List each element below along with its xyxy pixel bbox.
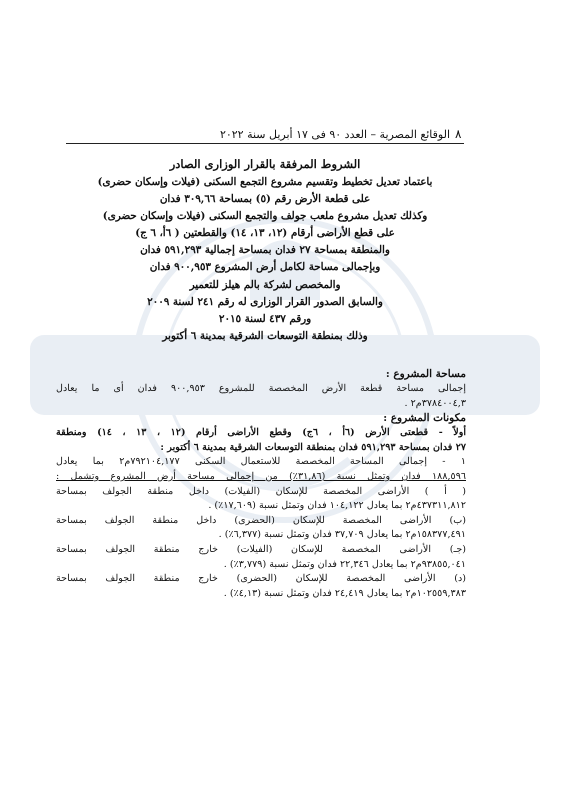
- section-heading-project-area: مساحة المشروع :: [385, 368, 466, 380]
- decree-title-line: والمخصص لشركة بالم هيلز للتعمير: [189, 278, 341, 291]
- decree-title-line: وكذلك تعديل مشروع ملعب جولف والتجمع السكنى (فيلات وإسكان حضرى): [102, 210, 428, 223]
- list-item-line: (ب) الأراضى المخصصة للإسكان (الحضرى) داخل منطقة الجولف بمساحة: [56, 514, 466, 526]
- paragraph-line-bold: ٢٧ فدان بمساحة ٥٩١,٢٩٣ فدان بمنطقة التوسعات الشرقية بمدينة ٦ أكتوبر :: [160, 441, 466, 453]
- paragraph-line: ٣٧٨٤٠٠٤,٣م٢ .: [404, 397, 466, 409]
- list-item-line: ٤٣٧٣١١,٨١٢م٢ بما يعادل ١٠٤,١٢٢ فدان وتمثل نسبة (١٧,٦٠٩٪) .: [208, 500, 466, 512]
- decree-title-line: ورقم ٤٣٧ لسنة ٢٠١٥: [218, 312, 312, 325]
- list-item-line: (جـ) الأراضى المخصصة للإسكان (الفيلات) خارج منطقة الجولف بمساحة: [56, 543, 466, 555]
- paragraph-line-underlined: ١٨٨,٥٩٦ فدان وتمثل نسبة (٣١,٨٦٪) من إجمالى مساحة أرض المشروع وتشمل :: [56, 470, 466, 482]
- decree-title-block: [60, 154, 470, 345]
- list-item-line: ١٠٢٥٥٩,٣٨٣م٢ بما يعادل ٢٤,٤١٩ فدان وتمثل نسبة (٤,١٣٪) .: [223, 587, 466, 599]
- decree-title-line: وذلك بمنطقة التوسعات الشرقية بمدينة ٦ أكتوبر: [162, 329, 368, 342]
- paragraph-line-bold: أولاً - قطعتى الأرض (٦أ ، ٦ج) وقطع الأراضى أرقام (١٢ ، ١٣ ، ١٤) ومنطقة: [56, 427, 466, 439]
- decree-title-line: على قطع الأراضى أرقام (١٢، ١٣، ١٤) والقطعتين ( ٦أ، ٦ ج): [135, 227, 395, 240]
- paragraph-line: إجمالى مساحة قطعة الأرض المخصصة للمشروع ٩٠٠,٩٥٣ فدان أى ما يعادل: [56, 383, 466, 394]
- decree-title: الشروط المرفقة بالقرار الوزارى الصادر: [169, 157, 361, 171]
- list-item-line: ٩٣٨٥٥,٠٤١م٢ بما يعادل ٢٢,٣٤٦ فدان وتمثل نسبة (٣,٧٧٩٪) .: [223, 558, 466, 570]
- list-item-line: ( أ ) الأراضى المخصصة للإسكان (الفيلات) داخل منطقة الجولف بمساحة: [56, 485, 466, 497]
- document-body: [56, 367, 466, 601]
- list-item-line: ١٥٨٣٧٧,٤٩١م٢ بما يعادل ٣٧,٧٠٩ فدان وتمثل نسبة (٦,٣٧٧٪) .: [218, 529, 466, 541]
- section-heading-project-components: مكونات المشروع :: [383, 412, 466, 425]
- decree-title-line: والسابق الصدور القرار الوزارى له رقم ٢٤١ لسنة ٢٠٠٩: [147, 295, 383, 308]
- page-number: ٨: [455, 127, 462, 141]
- decree-title-line: وبإجمالى مساحة لكامل أرض المشروع ٩٠٠,٩٥٣ فدان: [149, 261, 381, 274]
- decree-title-line: والمنطقة بمساحة ٢٧ فدان بمساحة إجمالية ٥٩١,٢٩٣ فدان: [140, 244, 390, 257]
- paragraph-line: ١ - إجمالى المساحة المخصصة للاستعمال السكنى ٧٩٢١٠٤,١٧٧م٢ بما يعادل: [56, 456, 466, 468]
- decree-title-line: باعتماد تعديل تخطيط وتقسيم مشروع التجمع السكنى (فيلات وإسكان حضرى): [97, 176, 433, 188]
- header-divider: [66, 143, 464, 144]
- decree-title-line: على قطعة الأرض رقم (٥) بمساحة ٣٠٩,٦٦ فدان: [159, 193, 371, 206]
- list-item-line: (د) الأراضى المخصصة للإسكان (الحضرى) خارج منطقة الجولف بمساحة: [56, 573, 466, 585]
- running-header-title: الوقائع المصرية – العدد ٩٠ فى ١٧ أبريل سنة ٢٠٢٢: [219, 128, 450, 141]
